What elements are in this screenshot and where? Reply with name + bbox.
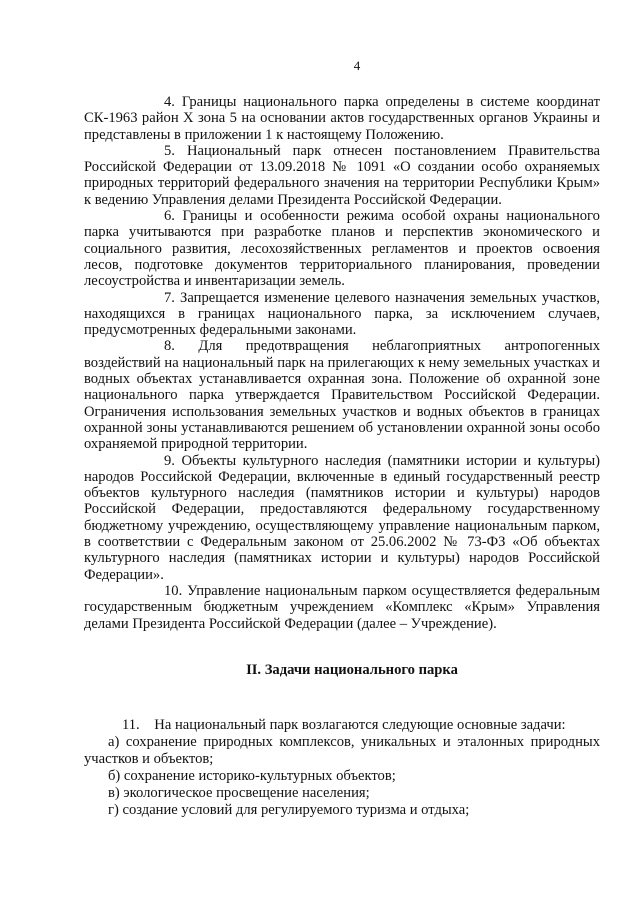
paragraph-number: 7. — [164, 289, 175, 306]
paragraph-number: 8. — [164, 338, 175, 355]
paragraph-10 — [84, 583, 600, 632]
paragraph-text: Для предотвращения неблагоприятных антропогенных воздействий на национальный парк на прилегающих к нему земельных участках и водных объектах устанавливается охранная зона. Положение об охранной зоне национального парка утверждается Правительством Российской Федерации. Ограничения использования земельных участков и водных объектов в границах охранной зоны устанавливаются решением об установлении охранной зоны особо охраняемой природной территории. — [84, 338, 600, 453]
paragraph-number: 5. — [164, 142, 175, 159]
tasks-intro — [84, 717, 600, 734]
paragraph-4 — [84, 94, 600, 143]
paragraph-number: 6. — [164, 208, 175, 225]
paragraph-6 — [84, 208, 600, 289]
paragraph-text: Объекты культурного наследия (памятники истории и культуры) народов Российской Федерации, включенные в единый государственный реестр объектов культурного наследия (памятников истории и культуры) народов Российской Федерации, предоставляются федеральному государственному бюджетному учреждению, осуществляющему управление национальным парком, в соответствии с Федеральным законом от 25.06.2002 № 73-ФЗ «Об объектах культурного наследия (памятниках истории и культуры) народов Российской Федерации». — [84, 452, 600, 583]
paragraphs — [84, 94, 600, 632]
paragraph-8 — [84, 338, 600, 452]
paragraph-7 — [84, 290, 600, 339]
paragraph-number: 9. — [164, 452, 175, 469]
tasks-list — [84, 717, 600, 819]
paragraph-text: Границы национального парка определены в системе координат СК-1963 район X зона 5 на основании актов государственных органов Украины и представлены в приложении 1 к настоящему Положению. — [84, 94, 600, 143]
page-number: 4 — [353, 58, 361, 73]
paragraph-text: На национальный парк возлагаются следующие основные задачи: — [154, 716, 566, 733]
paragraph-number: 10. — [164, 582, 183, 599]
task-item: а) сохранение природных комплексов, уникальных и эталонных природных участков и объектов; — [84, 733, 600, 767]
paragraph-number: 4. — [164, 94, 175, 110]
paragraph-text: Национальный парк отнесен постановлением Правительства Российской Федерации от 13.09.2018 № 1091 «О создании особо охраняемых природных территорий федерального значения на территории Республики Крым» к ведению Управления делами Президента Российской Федерации. — [84, 142, 600, 208]
paragraph-text: Запрещается изменение целевого назначения земельных участков, находящихся в границах национального парка, за исключением случаев, предусмотренных федеральными законами. — [84, 289, 600, 339]
paragraph-text: Управление национальным парком осуществляется федеральным государственным бюджетным учреждением «Комплекс «Крым» Управления делами Президента Российской Федерации (далее – Учреждение). — [84, 582, 600, 632]
paragraph-text: Границы и особенности режима особой охраны национального парка учитываются при разработке планов и перспектив экономического и социального развития, лесохозяйственных регламентов и проектов освоения лесов, подготовке документов территориального планирования, проведении лесоустройства и инвентаризации земель. — [84, 208, 600, 290]
task-item: б) сохранение историко-культурных объектов; — [108, 767, 396, 784]
task-item: г) создание условий для регулируемого туризма и отдыха; — [108, 801, 470, 818]
paragraph-9 — [84, 453, 600, 583]
section-heading: II. Задачи национального парка — [246, 661, 458, 678]
paragraph-5 — [84, 143, 600, 208]
paragraph-number: 11. — [122, 716, 140, 733]
task-item: в) экологическое просвещение населения; — [108, 784, 370, 801]
